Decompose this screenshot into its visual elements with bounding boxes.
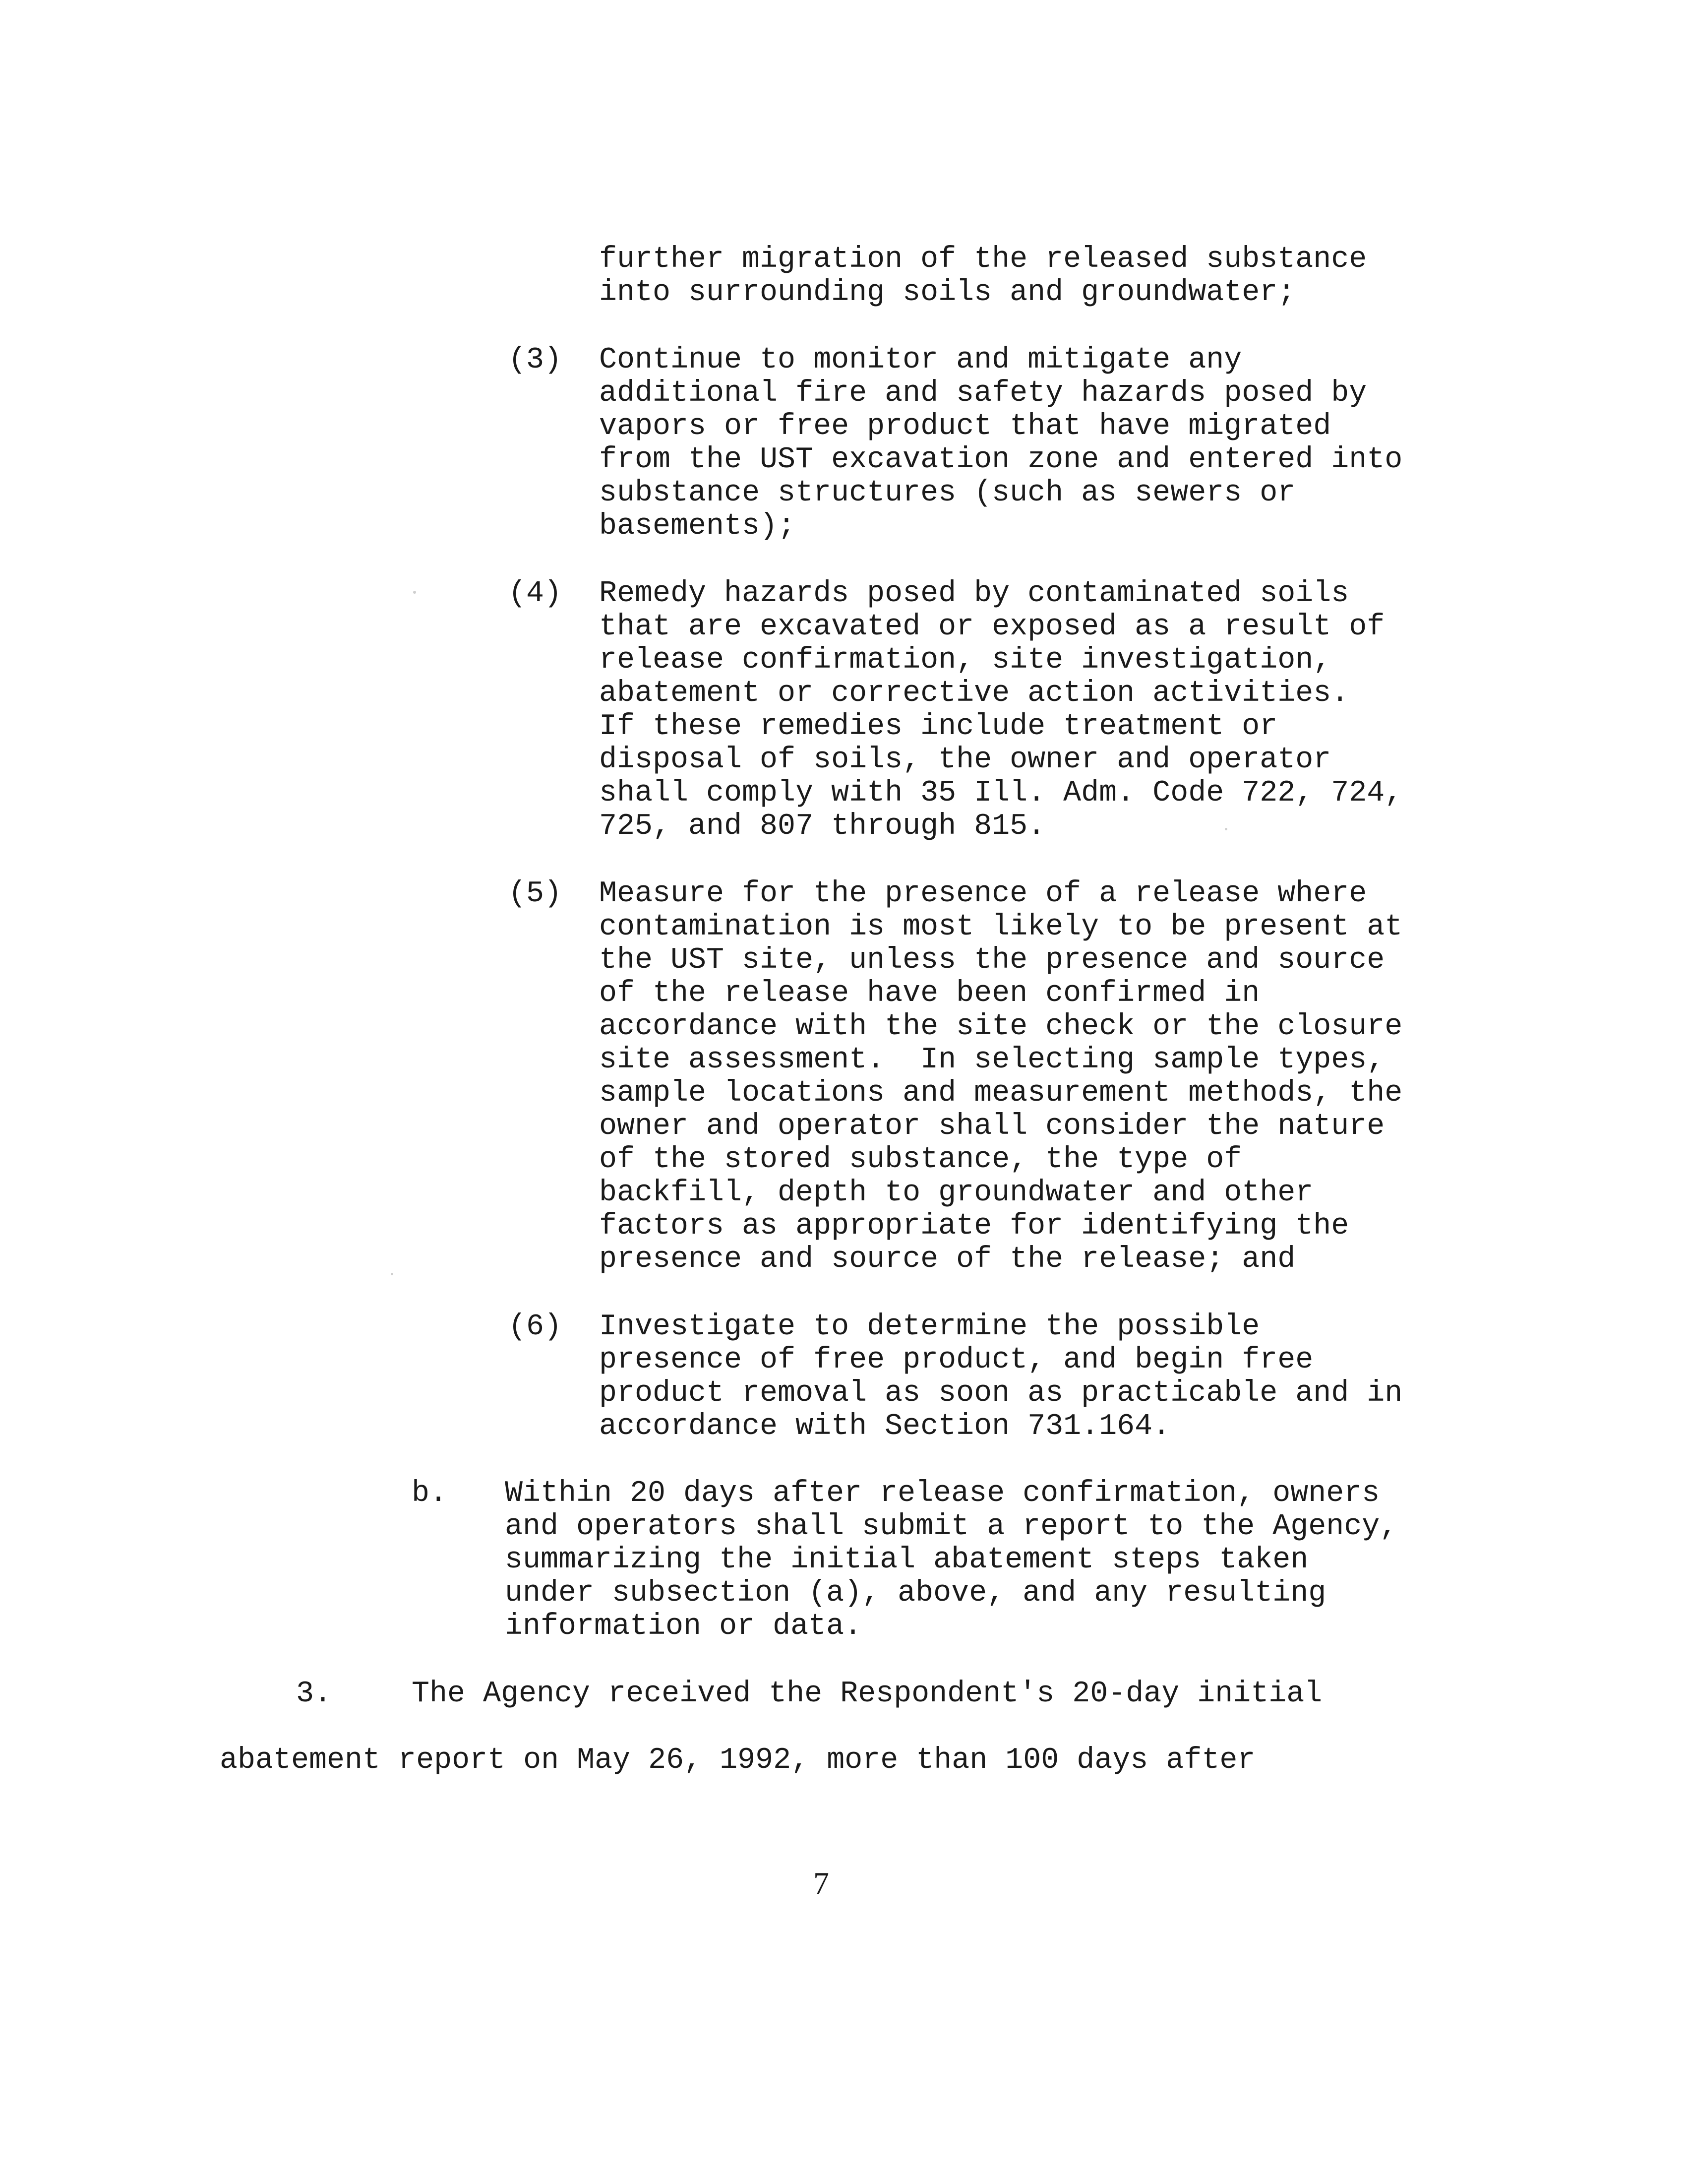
subsection-b-line: summarizing the initial abatement steps taken xyxy=(505,1543,1309,1577)
subsection-b-line: and operators shall submit a report to the Agency, xyxy=(505,1510,1398,1544)
item-3-line: Continue to monitor and mitigate any xyxy=(599,343,1242,377)
scan-speck xyxy=(391,1273,393,1275)
item-6-line: presence of free product, and begin free xyxy=(599,1343,1314,1377)
item-3-line: basements); xyxy=(599,509,796,543)
item-4-line: If these remedies include treatment or xyxy=(599,710,1278,744)
item-4-line: disposal of soils, the owner and operator xyxy=(599,743,1331,777)
item-5-line: sample locations and measurement methods, the xyxy=(599,1076,1403,1110)
item-4-line: that are excavated or exposed as a result of xyxy=(599,610,1385,644)
item-marker-3: (3) xyxy=(508,343,562,377)
item-marker-6: (6) xyxy=(508,1310,562,1344)
item-5-line: the UST site, unless the presence and source xyxy=(599,943,1385,977)
paragraph-3-line-2: abatement report on May 26, 1992, more than 100 days after xyxy=(220,1744,1256,1777)
item-4-line: 725, and 807 through 815. xyxy=(599,810,1046,843)
subsection-b-marker: b. xyxy=(412,1477,448,1510)
paragraph-3-marker: 3. xyxy=(296,1677,332,1711)
item-5-line: accordance with the site check or the closure xyxy=(599,1010,1403,1044)
item-3-line: vapors or free product that have migrated xyxy=(599,410,1331,443)
item-5-line: owner and operator shall consider the nature xyxy=(599,1110,1385,1143)
subsection-b-line: Within 20 days after release confirmation, owners xyxy=(505,1477,1380,1510)
item-6-line: product removal as soon as practicable and in xyxy=(599,1376,1403,1410)
item-5-line: presence and source of the release; and xyxy=(599,1243,1296,1276)
item-5-line: site assessment. In selecting sample types, xyxy=(599,1043,1385,1077)
item-5-line: of the stored substance, the type of xyxy=(599,1143,1242,1177)
item-marker-5: (5) xyxy=(508,877,562,911)
item-4-line: abatement or corrective action activities. xyxy=(599,677,1349,710)
item-6-line: Investigate to determine the possible xyxy=(599,1310,1260,1344)
item-5-line: of the release have been confirmed in xyxy=(599,977,1260,1010)
subsection-b-line: information or data. xyxy=(505,1610,862,1643)
item-6-line: accordance with Section 731.164. xyxy=(599,1410,1171,1443)
item-marker-4: (4) xyxy=(508,577,562,611)
item-5-line: contamination is most likely to be present at xyxy=(599,910,1403,944)
item-5-line: backfill, depth to groundwater and other xyxy=(599,1176,1314,1210)
scan-speck xyxy=(413,591,416,594)
item-3-line: additional fire and safety hazards posed by xyxy=(599,376,1367,410)
page-number: 7 xyxy=(813,1866,829,1901)
item-4-line: release confirmation, site investigation, xyxy=(599,643,1331,677)
item-4-line: Remedy hazards posed by contaminated soils xyxy=(599,577,1349,611)
item-3-line: substance structures (such as sewers or xyxy=(599,476,1296,510)
item-5-line: factors as appropriate for identifying the xyxy=(599,1209,1349,1243)
continuation-line: into surrounding soils and groundwater; xyxy=(599,276,1296,310)
subsection-b-line: under subsection (a), above, and any resulting xyxy=(505,1576,1326,1610)
continuation-line: further migration of the released substance xyxy=(599,243,1367,276)
item-3-line: from the UST excavation zone and entered into xyxy=(599,443,1403,477)
item-4-line: shall comply with 35 Ill. Adm. Code 722, 724, xyxy=(599,776,1403,810)
item-5-line: Measure for the presence of a release where xyxy=(599,877,1367,911)
scan-speck xyxy=(1225,828,1227,830)
paragraph-3-line-1: The Agency received the Respondent's 20-day initial xyxy=(412,1677,1323,1711)
